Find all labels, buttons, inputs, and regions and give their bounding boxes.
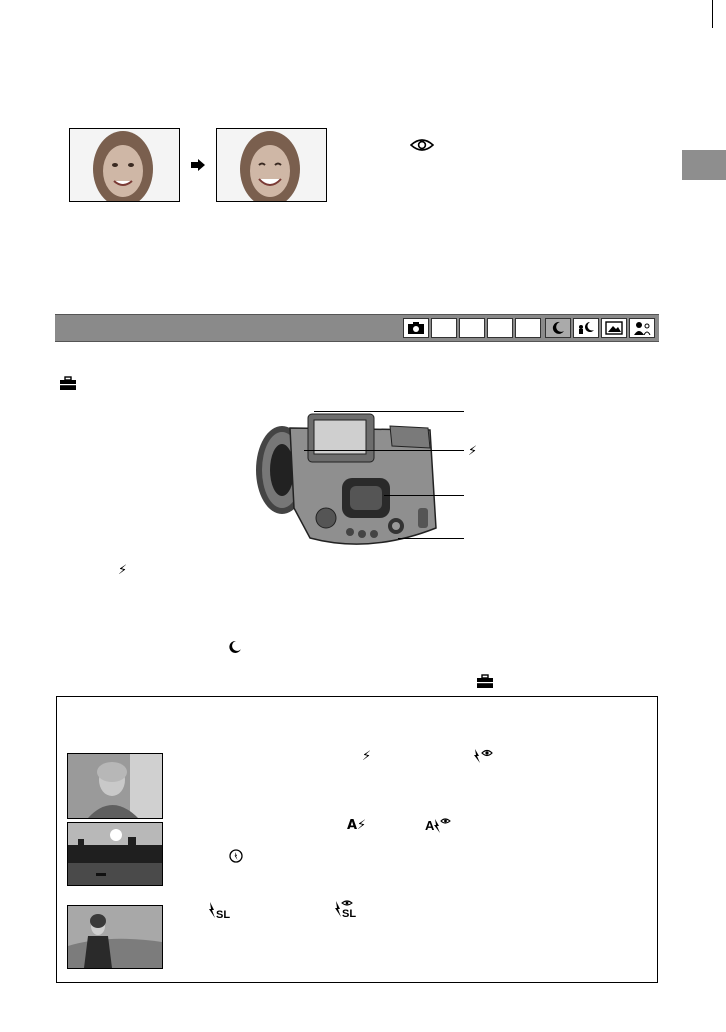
red-eye-flash-icon — [473, 749, 493, 768]
camera-icon — [403, 318, 429, 338]
callout-line-2 — [304, 450, 464, 451]
portrait-moon-icon — [573, 318, 599, 338]
portrait-icon — [629, 318, 655, 338]
mode-cell-blank-2 — [459, 318, 485, 338]
svg-text:A: A — [425, 818, 435, 833]
auto-flash-icon: A⚡ — [347, 818, 367, 833]
after-photo — [216, 128, 327, 202]
scene-mode-bar — [55, 314, 659, 342]
mode-cell-blank-3 — [487, 318, 513, 338]
setup-toolbox-icon-inline — [476, 674, 494, 693]
callout-line-4 — [398, 538, 464, 539]
photo-sunset-skyline — [67, 822, 163, 886]
moon-icon — [545, 318, 571, 338]
slow-sync-icon — [207, 902, 233, 925]
flash-forced-icon: ⚡ — [362, 749, 372, 764]
chapter-tab — [682, 150, 726, 180]
photo-portrait-trees — [67, 753, 163, 819]
setup-toolbox-icon — [59, 376, 77, 395]
before-photo — [69, 128, 180, 202]
moon-icon-inline — [229, 640, 241, 658]
svg-text:SL: SL — [216, 909, 231, 920]
mode-cell-blank-4 — [515, 318, 541, 338]
eye-icon — [410, 138, 434, 157]
flash-icon: ⚡ — [468, 444, 478, 459]
mode-cell-blank-1 — [431, 318, 457, 338]
page-edge-line — [712, 0, 713, 28]
callout-line-3 — [384, 495, 464, 496]
svg-text:SL: SL — [342, 908, 357, 919]
no-flash-icon — [229, 849, 243, 868]
photo-person-sky — [67, 905, 163, 969]
landscape-icon — [601, 318, 627, 338]
auto-red-eye-flash-icon — [425, 817, 451, 838]
flash-icon-inline: ⚡ — [118, 563, 128, 578]
callout-line-1 — [314, 411, 464, 412]
slow-sync-red-eye-icon — [333, 899, 359, 924]
tips-box — [56, 696, 658, 983]
right-arrow-icon — [191, 158, 205, 176]
